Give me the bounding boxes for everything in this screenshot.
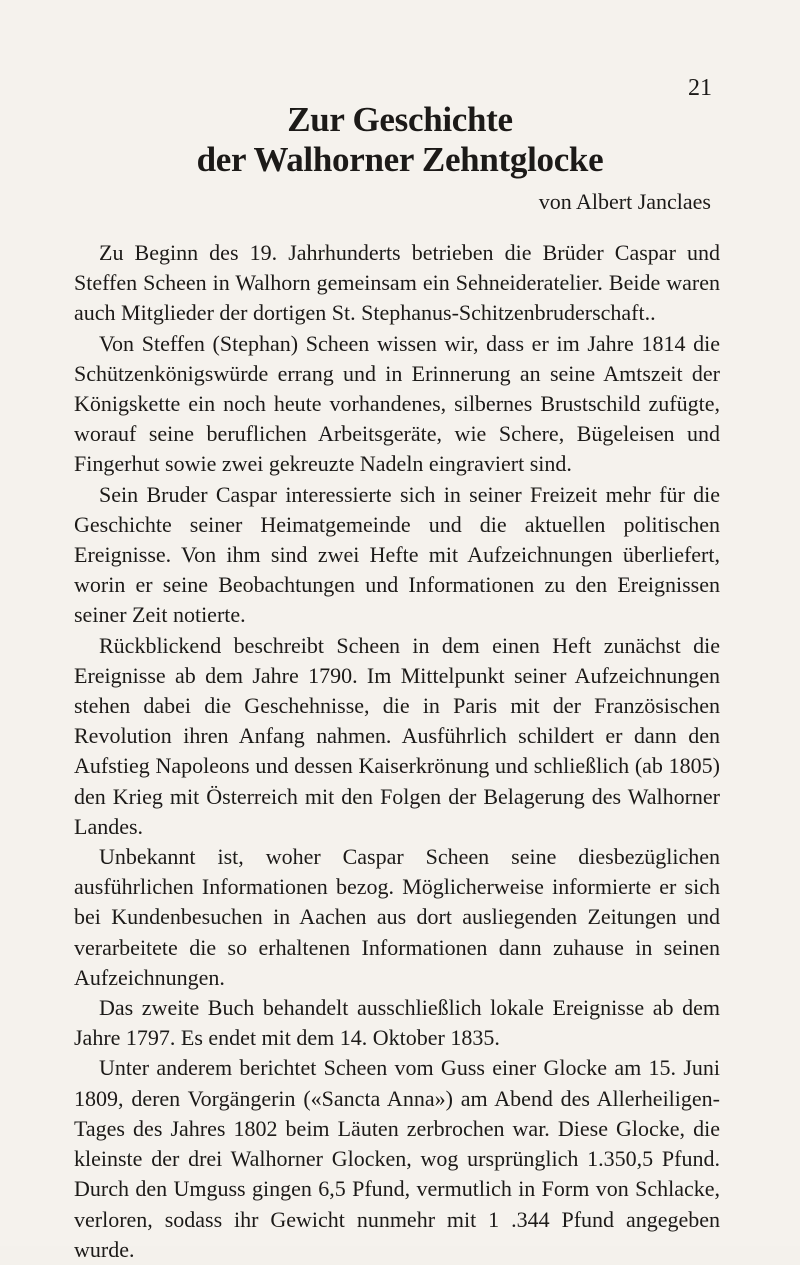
paragraph: Sein Bruder Caspar interessierte sich in seiner Freizeit mehr für die Geschichte seiner Heimatgemeinde und die aktuellen politischen Ereignisse. Von ihm sind zwei Hefte mit Aufzeichnungen überliefert, worin er seine Beobachtungen und Informationen zu den Ereignissen seiner Zeit notierte. <box>74 481 720 628</box>
article-title <box>0 100 800 180</box>
article-body <box>74 238 720 1265</box>
paragraph: Unbekannt ist, woher Caspar Scheen seine diesbezüglichen ausführlichen Informationen bezog. Möglicherweise informierte er sich bei Kundenbesuchen in Aachen aus dort ausliegenden Zeitungen und verarbeitete die so erhaltenen Informationen dann zuhause in seinen Aufzeichnungen. <box>74 844 720 990</box>
title-line-1: Zur Geschichte <box>287 100 513 139</box>
author-byline: von Albert Janclaes <box>538 189 711 214</box>
paragraph: Unter anderem berichtet Scheen vom Guss einer Glocke am 15. Juni 1809, deren Vorgängerin («Sancta Anna») am Abend des Allerheiligen-Tages des Jahres 1802 beim Läuten zerbrochen war. Diese Glocke, die kleinste der drei Walhorner Glocken, wog ursprünglich 1.350,5 Pfund. Durch den Umguss gingen 6,5 Pfund, vermutlich in Form von Schlacke, verloren, sodass ihr Gewicht nunmehr mit 1 .344 Pfund angegeben wurde. <box>74 1055 720 1262</box>
paragraph: Rückblickend beschreibt Scheen in dem einen Heft zunächst die Ereignisse ab dem Jahre 1790. Im Mittelpunkt seiner Aufzeichnungen stehen dabei die Geschehnisse, die in Paris mit der Französischen Revolution ihren Anfang nahmen. Ausführlich schildert er dann den Aufstieg Napoleons und dessen Kaiserkrönung und schließlich (ab 1805) den Krieg mit Österreich mit den Folgen der Belagerung des Walhorner Landes. <box>74 632 720 839</box>
paragraph: Zu Beginn des 19. Jahrhunderts betrieben die Brüder Caspar und Steffen Scheen in Walhorn gemeinsam ein Sehneideratelier. Beide waren auch Mitglieder der dortigen St. Stephanus-Schitzenbruderschaft.. <box>74 240 720 326</box>
page-number: 21 <box>688 75 712 101</box>
paragraph: Das zweite Buch behandelt ausschließlich lokale Ereignisse ab dem Jahre 1797. Es endet mit dem 14. Oktober 1835. <box>74 995 720 1051</box>
title-line-2: der Walhorner Zehntglocke <box>196 140 604 179</box>
paragraph: Von Steffen (Stephan) Scheen wissen wir, dass er im Jahre 1814 die Schützenkönigswürde errang und in Erinnerung an seine Amtszeit der Königskette ein noch heute vorhandenes, silbernes Brustschild zufügte, worauf seine beruflichen Arbeitsgeräte, wie Schere, Bügeleisen und Fingerhut sowie zwei gekreuzte Nadeln eingraviert sind. <box>74 330 720 477</box>
